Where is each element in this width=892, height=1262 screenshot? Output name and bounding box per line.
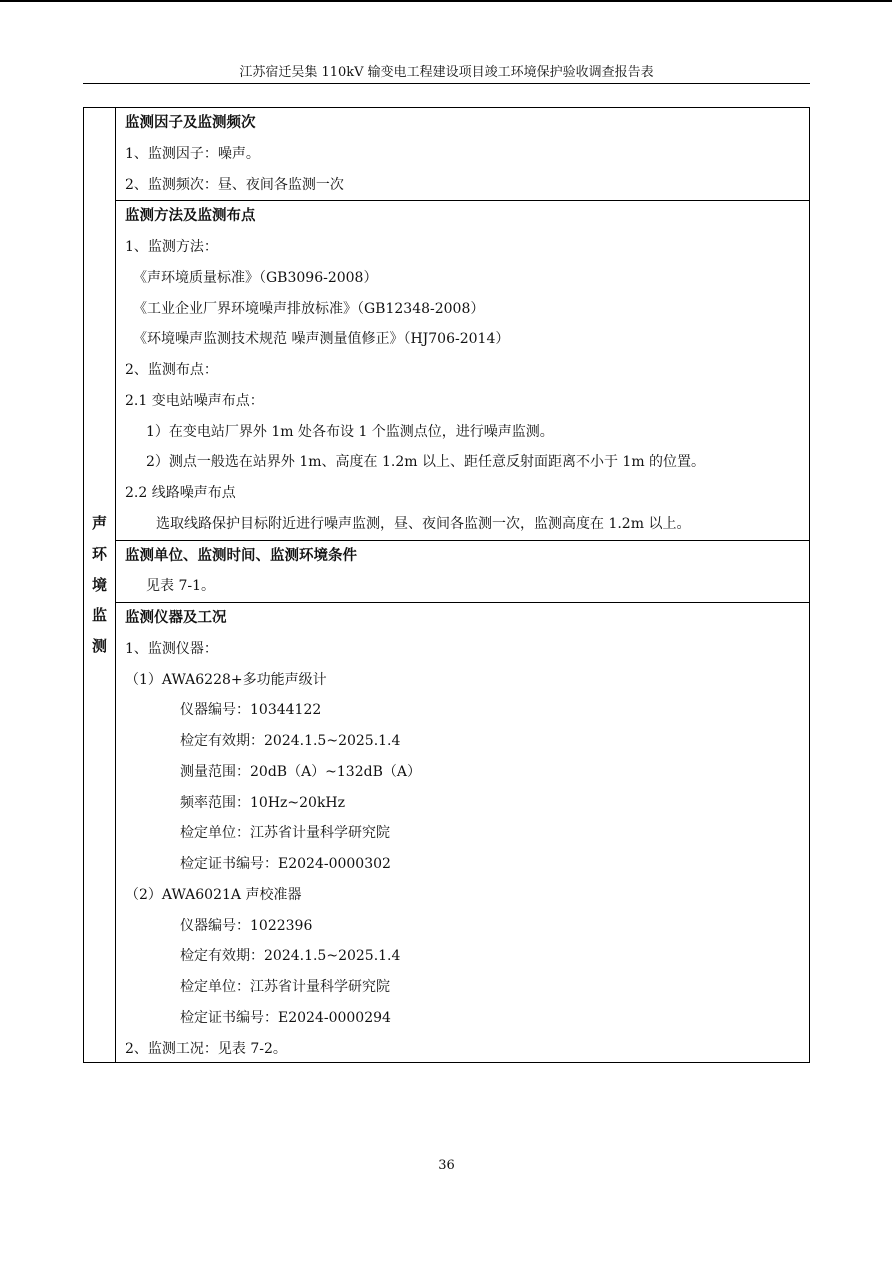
text-line: 1、监测仪器： (125, 640, 218, 657)
text-line: 2、监测频次：昼、夜间各监测一次 (125, 176, 344, 193)
text-line: 2、监测工况：见表 7-2。 (125, 1040, 287, 1057)
instrument-detail: 检定证书编号：E2024-0000294 (180, 1009, 391, 1026)
instrument-detail: 测量范围：20dB（A）~132dB（A） (180, 763, 421, 780)
instrument-detail: 检定单位：江苏省计量科学研究院 (180, 979, 390, 995)
instrument-name: （1）AWA6228+多功能声级计 (125, 671, 327, 688)
standard-line: 《声环境质量标准》（GB3096-2008） (133, 269, 378, 286)
side-category-label (84, 508, 115, 662)
side-label-char: 境 (91, 575, 107, 594)
instrument-detail: 检定证书编号：E2024-0000302 (180, 856, 391, 872)
instrument-detail: 检定有效期：2024.1.5~2025.1.4 (180, 733, 401, 749)
section-title: 监测仪器及工况 (125, 609, 227, 626)
side-label-char: 环 (91, 544, 107, 563)
report-table (83, 107, 810, 1063)
content-column (116, 108, 809, 1064)
instrument-detail: 仪器编号：10344122 (180, 702, 322, 719)
point-line: 2）测点一般选在站界外 1m、高度在 1.2m 以上、距任意反射面距离不小于 1m 的位置。 (146, 454, 706, 471)
text-line: 2.2 线路噪声布点 (125, 485, 236, 501)
text-line: 1、监测方法： (125, 239, 218, 255)
point-line: 选取线路保护目标附近进行噪声监测，昼、夜间各监测一次，监测高度在 1.2m 以上。 (156, 515, 691, 532)
instrument-name: （2）AWA6021A 声校准器 (125, 886, 302, 903)
section-method (116, 201, 809, 540)
text-line: 1、监测因子：噪声。 (125, 145, 260, 162)
standard-line: 《环境噪声监测技术规范 噪声测量值修正》（HJ706-2014） (133, 331, 510, 348)
side-label-char: 监 (91, 606, 107, 625)
page-number: 36 (438, 1158, 455, 1173)
instrument-detail: 仪器编号：1022396 (180, 917, 313, 934)
report-header-title: 江苏宿迁吴集 110kV 输变电工程建设项目竣工环境保护验收调查报告表 (239, 65, 654, 80)
text-line: 见表 7-1。 (146, 578, 215, 595)
text-line: 2.1 变电站噪声布点： (125, 392, 264, 409)
side-label-char: 声 (91, 514, 107, 532)
instrument-detail: 检定单位：江苏省计量科学研究院 (180, 825, 390, 842)
section-title: 监测因子及监测频次 (125, 114, 256, 131)
header-underline (83, 83, 810, 84)
section-title: 监测单位、监测时间、监测环境条件 (125, 546, 357, 564)
text-line: 2、监测布点： (125, 362, 218, 378)
top-border-line (0, 0, 892, 2)
section-factors (116, 108, 809, 201)
side-label-char: 测 (91, 637, 107, 655)
instrument-detail: 频率范围：10Hz~20kHz (180, 794, 346, 811)
standard-line: 《工业企业厂界环境噪声排放标准》（GB12348-2008） (133, 300, 485, 317)
section-conditions (116, 541, 809, 604)
side-category-column (84, 108, 116, 1062)
section-title: 监测方法及监测布点 (125, 207, 256, 225)
section-instruments (116, 603, 809, 1064)
instrument-detail: 检定有效期：2024.1.5~2025.1.4 (180, 948, 401, 965)
point-line: 1）在变电站厂界外 1m 处各布设 1 个监测点位，进行噪声监测。 (146, 423, 554, 440)
